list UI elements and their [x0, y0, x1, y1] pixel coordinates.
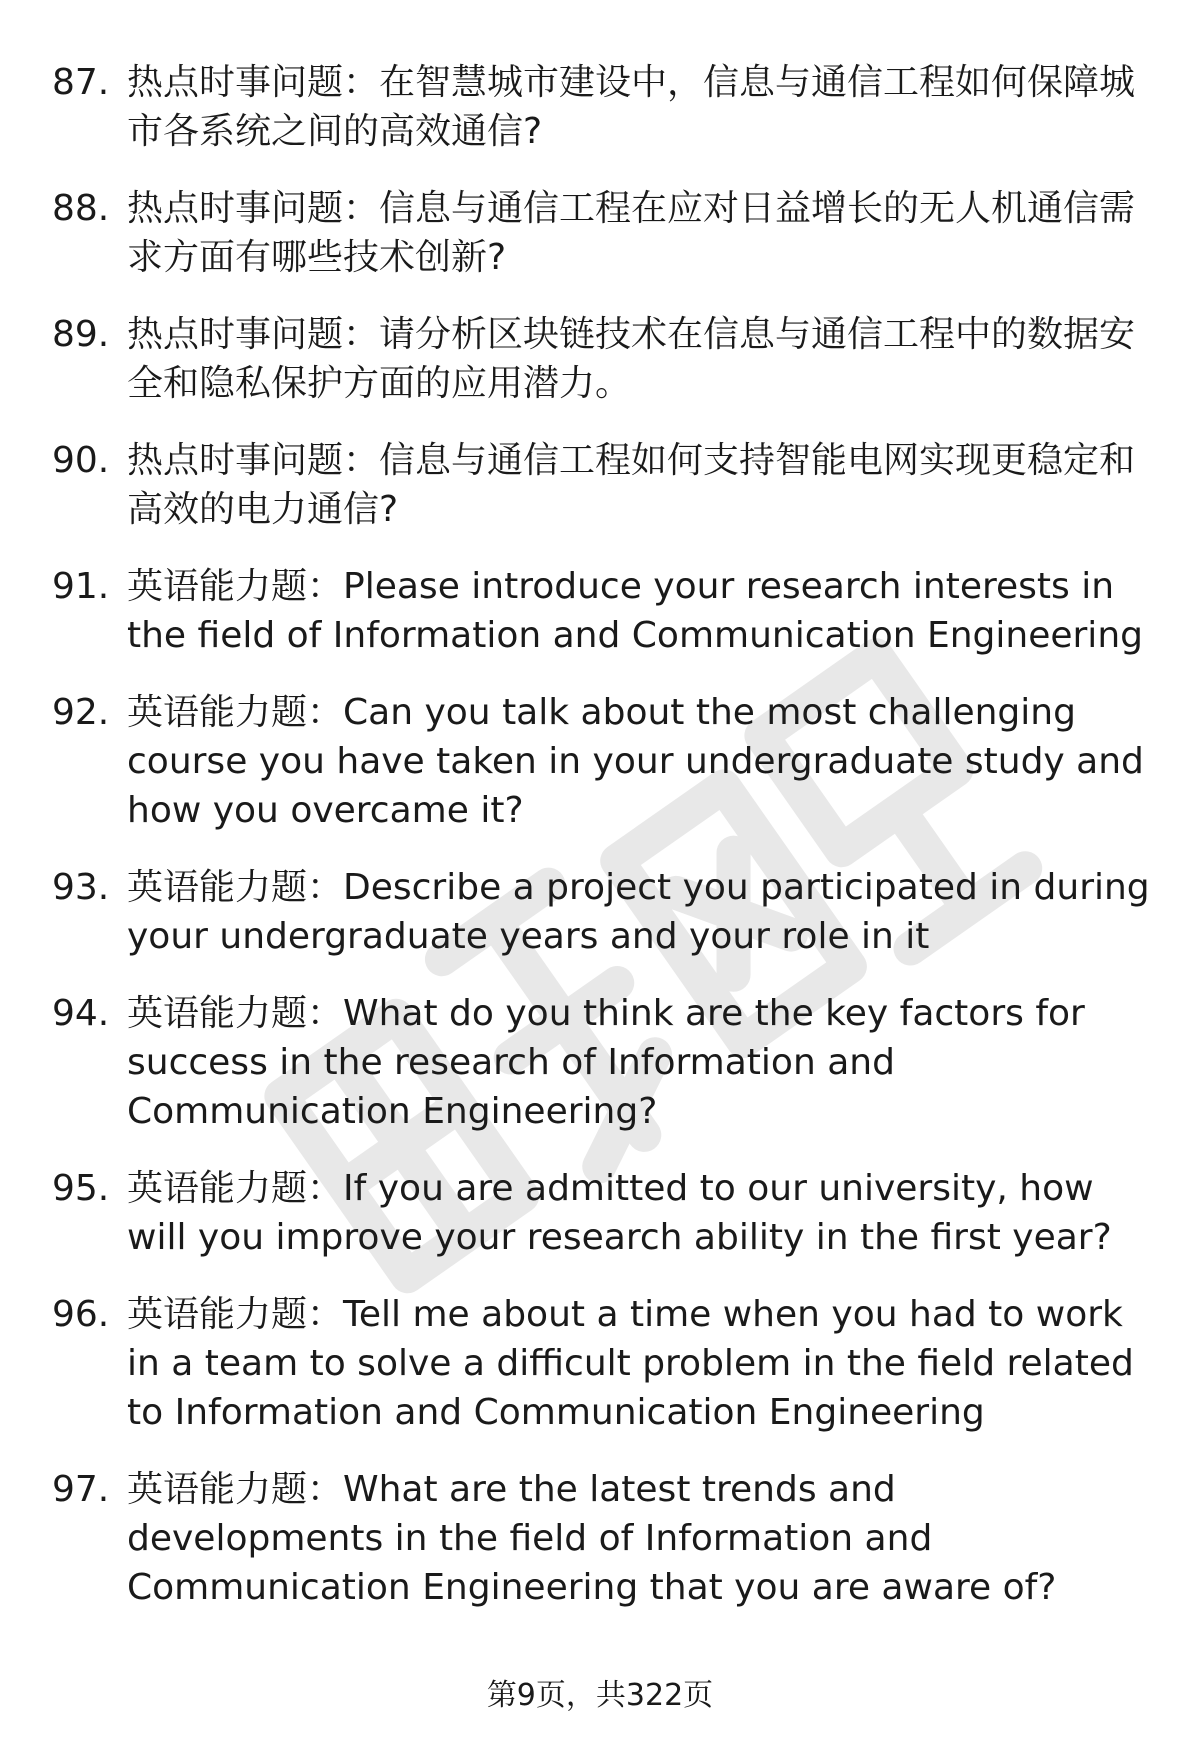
question-text: 在智慧城市建设中，信息与通信工程如何保障城市各系统之间的高效通信?	[127, 62, 1136, 152]
question-body	[127, 436, 1152, 534]
question-text: What do you think are the key factors for success in the research of Information and Communication Engineering?	[127, 993, 1085, 1132]
question-item	[52, 562, 1152, 660]
question-body	[127, 562, 1152, 660]
question-category: 热点时事问题：	[127, 62, 380, 103]
question-text: Describe a project you participated in during your undergraduate years and your role in it	[127, 867, 1150, 957]
question-body	[127, 310, 1152, 408]
question-body	[127, 863, 1152, 961]
question-number: 92.	[52, 692, 110, 733]
question-number: 87.	[52, 62, 110, 103]
question-item	[52, 688, 1152, 835]
question-category: 英语能力题：	[127, 1168, 344, 1209]
question-number: 89.	[52, 314, 110, 355]
question-text: If you are admitted to our university, how will you improve your research ability in the first year?	[127, 1168, 1112, 1258]
question-text: 请分析区块链技术在信息与通信工程中的数据安全和隐私保护方面的应用潜力。	[127, 314, 1136, 404]
question-item	[52, 310, 1152, 408]
question-category: 英语能力题：	[127, 566, 344, 607]
question-item	[52, 58, 1152, 156]
question-category: 英语能力题：	[127, 993, 344, 1034]
question-category: 热点时事问题：	[127, 440, 380, 481]
question-item	[52, 989, 1152, 1136]
question-body	[127, 1465, 1152, 1612]
question-category: 英语能力题：	[127, 692, 344, 733]
question-number: 96.	[52, 1294, 110, 1335]
question-item	[52, 436, 1152, 534]
question-item	[52, 1164, 1152, 1262]
question-number: 95.	[52, 1168, 110, 1209]
question-number: 88.	[52, 188, 110, 229]
question-category: 英语能力题：	[127, 867, 344, 908]
question-number: 94.	[52, 993, 110, 1034]
question-body	[127, 58, 1152, 156]
question-text: Can you talk about the most challenging course you have taken in your undergraduate study and how you overcame it?	[127, 692, 1144, 831]
question-body	[127, 688, 1152, 835]
question-text: Tell me about a time when you had to work in a team to solve a difficult problem in the field related to Information and Communication Engineering	[127, 1294, 1134, 1433]
question-number: 90.	[52, 440, 110, 481]
question-item	[52, 1290, 1152, 1437]
question-category: 英语能力题：	[127, 1469, 344, 1510]
question-body	[127, 1290, 1152, 1437]
question-category: 热点时事问题：	[127, 314, 380, 355]
question-category: 热点时事问题：	[127, 188, 380, 229]
question-item	[52, 863, 1152, 961]
question-body	[127, 989, 1152, 1136]
question-item	[52, 1465, 1152, 1612]
question-text: 信息与通信工程在应对日益增长的无人机通信需求方面有哪些技术创新?	[127, 188, 1136, 278]
question-number: 93.	[52, 867, 110, 908]
page-indicator: 第9页，共322页	[486, 1678, 714, 1713]
question-category: 英语能力题：	[127, 1294, 344, 1335]
question-list	[52, 58, 1152, 1640]
question-text: Please introduce your research interests in the field of Information and Communication Engineering	[127, 566, 1143, 656]
question-text: What are the latest trends and developments in the field of Information and Communication Engineering that you are aware of?	[127, 1469, 1057, 1608]
question-item	[52, 184, 1152, 282]
question-body	[127, 184, 1152, 282]
question-body	[127, 1164, 1152, 1262]
question-number: 91.	[52, 566, 110, 607]
question-number: 97.	[52, 1469, 110, 1510]
question-text: 信息与通信工程如何支持智能电网实现更稳定和高效的电力通信?	[127, 440, 1136, 530]
